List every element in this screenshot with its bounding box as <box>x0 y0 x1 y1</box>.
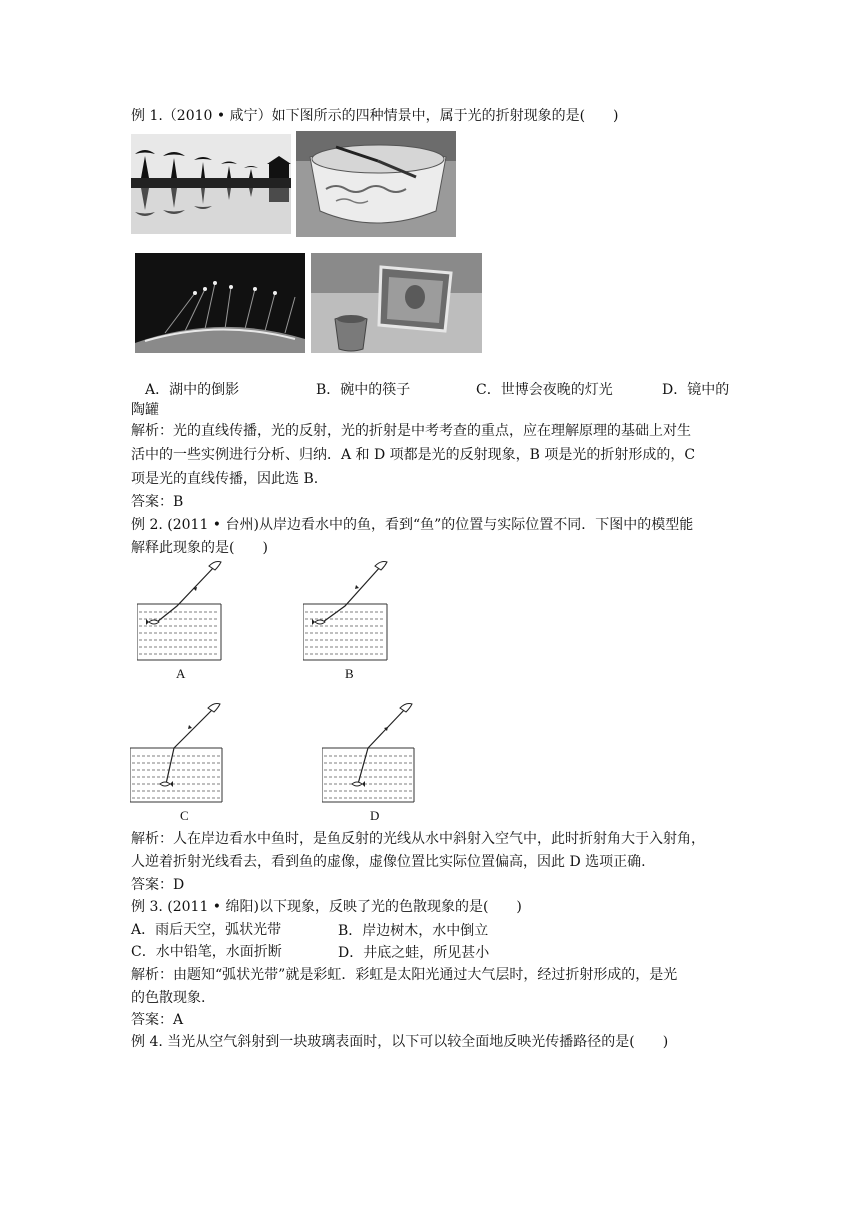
ex2-answer: 答案：D <box>131 877 185 893</box>
ex3-option-a: A．雨后天空，弧状光带 <box>131 922 282 938</box>
ex3-option-d: D．井底之蛙，所见甚小 <box>338 945 490 961</box>
photo-bowl-chopstick <box>296 131 456 237</box>
ex2-question-line2: 解释此现象的是( ) <box>131 540 268 556</box>
ex1-answer: 答案：B <box>131 494 184 510</box>
diagram-c-label: C <box>180 808 189 823</box>
diagram-b <box>303 556 393 666</box>
ex3-option-b: B．岸边树木，水中倒立 <box>338 923 489 939</box>
ex1-option-a: A．湖中的倒影 <box>145 382 240 398</box>
ex2-question-line1: 例 2. (2011 • 台州)从岸边看水中的鱼，看到“鱼”的位置与实际位置不同．下图中的模型能 <box>131 517 694 533</box>
ex1-option-d-wrap: 陶罐 <box>131 402 159 418</box>
ex3-question: 例 3. (2011 • 绵阳)以下现象，反映了光的色散现象的是( ) <box>131 899 522 915</box>
diagram-a-label: A <box>176 666 186 681</box>
ex1-option-d: D．镜中的 <box>662 382 730 398</box>
ex1-option-c: C．世博会夜晚的灯光 <box>476 382 613 398</box>
diagram-d-label: D <box>370 808 380 823</box>
ex2-analysis-line1: 解析：人在岸边看水中鱼时，是鱼反射的光线从水中斜射入空气中，此时折射角大于入射角， <box>131 831 705 847</box>
ex1-analysis-line3: 项是光的直线传播，因此选 B. <box>131 471 319 487</box>
ex1-analysis-line1: 解析：光的直线传播，光的反射，光的折射是中考考查的重点，应在理解原理的基础上对生 <box>131 423 691 439</box>
ex3-answer: 答案：A <box>131 1012 184 1028</box>
ex3-option-c: C．水中铅笔，水面折断 <box>131 944 282 960</box>
ex3-analysis-line2: 的色散现象. <box>131 990 206 1006</box>
ex4-question: 例 4. 当光从空气斜射到一块玻璃表面时，以下可以较全面地反映光传播路径的是( ) <box>131 1034 669 1050</box>
photo-mirror-jar <box>311 253 482 353</box>
ex1-question: 例 1.（2010 • 咸宁）如下图所示的四种情景中，属于光的折射现象的是( ) <box>131 108 619 124</box>
ex2-analysis-line2: 人逆着折射光线看去，看到鱼的虚像，虚像位置比实际位置偏高，因此 D 选项正确. <box>131 854 646 870</box>
diagram-b-label: B <box>345 666 354 681</box>
diagram-d <box>322 700 422 806</box>
diagram-c <box>130 700 230 806</box>
photo-lake-reflection <box>131 134 291 234</box>
diagram-a <box>137 556 227 666</box>
ex1-option-b: B．碗中的筷子 <box>316 382 411 398</box>
ex3-analysis-line1: 解析：由题知“弧状光带”就是彩虹．彩虹是太阳光通过大气层时，经过折射形成的，是光 <box>131 967 678 983</box>
photo-expo-night-lights <box>135 253 305 353</box>
ex1-analysis-line2: 活中的一些实例进行分析、归纳．A 和 D 项都是光的反射现象，B 项是光的折射形成的，C <box>131 447 696 463</box>
